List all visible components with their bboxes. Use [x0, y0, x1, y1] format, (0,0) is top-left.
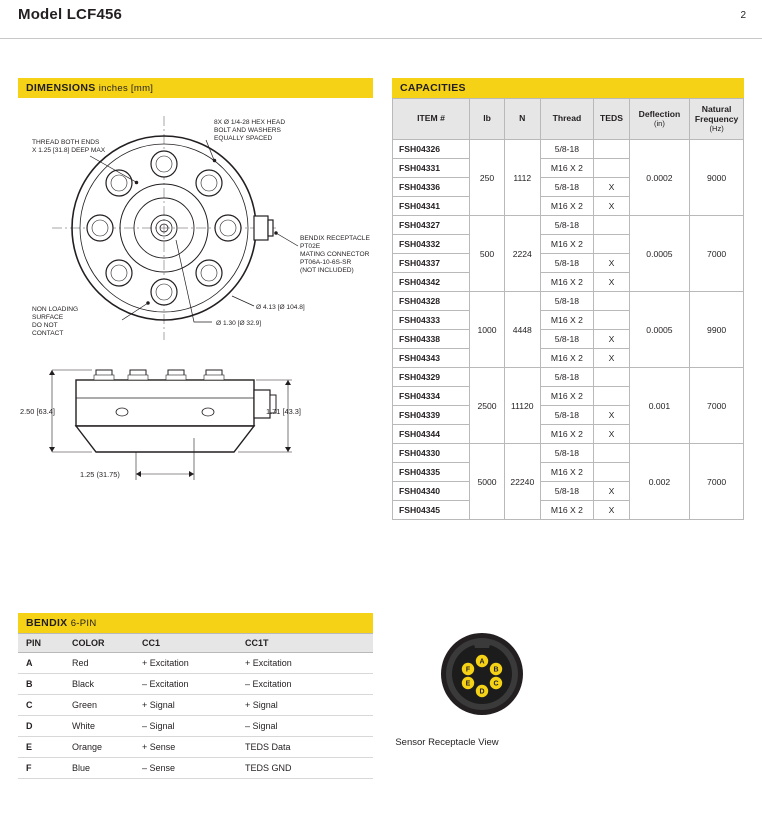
col-lb: lb: [470, 99, 505, 140]
cell-frequency: 7000: [690, 216, 744, 292]
cell-n: 2224: [505, 216, 541, 292]
cell-teds: [594, 140, 629, 159]
cell-item: FSH04335: [393, 463, 470, 482]
cell-item: FSH04337: [393, 254, 470, 273]
cell-pin: B: [18, 674, 64, 695]
cell-lb: 5000: [470, 444, 505, 520]
table-row: [18, 674, 373, 695]
cell-item: FSH04345: [393, 501, 470, 520]
header-divider: [0, 38, 762, 39]
page-title: Model LCF456: [18, 6, 123, 23]
pin-label-d: D: [479, 688, 485, 696]
cell-thread: M16 X 2: [540, 425, 594, 444]
bendix-section-label: BENDIX: [26, 617, 68, 629]
cell-thread: 5/8-18: [540, 140, 594, 159]
cell-teds: [594, 292, 629, 311]
cell-lb: 1000: [470, 292, 505, 368]
label-nonloading-line4: CONTACT: [32, 330, 64, 337]
cell-item: FSH04332: [393, 235, 470, 254]
bendix-section-sublabel: 6-PIN: [70, 618, 97, 629]
cell-cc1t: TEDS Data: [237, 737, 373, 758]
connector-illustration: [427, 628, 537, 724]
label-outer-diameter: Ø 4.13 [Ø 104.8]: [256, 304, 305, 311]
cell-n: 4448: [505, 292, 541, 368]
cell-thread: M16 X 2: [540, 501, 594, 520]
cell-thread: 5/8-18: [540, 444, 594, 463]
label-nonloading-line2: SURFACE: [32, 314, 64, 321]
cell-thread: M16 X 2: [540, 349, 594, 368]
cell-pin: E: [18, 737, 64, 758]
bendix-pinout-table: [18, 633, 373, 779]
cell-teds: X: [594, 425, 629, 444]
cell-item: FSH04327: [393, 216, 470, 235]
cell-frequency: 7000: [690, 368, 744, 444]
cell-deflection: 0.0002: [629, 140, 690, 216]
dimensions-section-label: DIMENSIONS: [26, 82, 96, 94]
table-row: [18, 695, 373, 716]
col-cc1: CC1: [134, 634, 237, 653]
cell-deflection: 0.0005: [629, 292, 690, 368]
cell-item: FSH04336: [393, 178, 470, 197]
col-natural-frequency-label: Natural Frequency: [694, 103, 739, 124]
cell-teds: X: [594, 501, 629, 520]
label-nonloading-line3: DO NOT: [32, 322, 58, 329]
pin-label-a: A: [479, 658, 485, 666]
label-thread-line1: THREAD BOTH ENDS: [32, 139, 100, 146]
pin-label-e: E: [465, 680, 471, 688]
cell-thread: 5/8-18: [540, 482, 594, 501]
cell-n: 1112: [505, 140, 541, 216]
cell-teds: [594, 368, 629, 387]
cell-teds: X: [594, 406, 629, 425]
label-height-left: 2.50 [63.4]: [20, 407, 55, 416]
table-row: [18, 653, 373, 674]
table-row: [18, 737, 373, 758]
cell-cc1: + Signal: [134, 695, 237, 716]
table-row: [393, 292, 744, 311]
cell-cc1: – Excitation: [134, 674, 237, 695]
col-pin: PIN: [18, 634, 64, 653]
cell-pin: D: [18, 716, 64, 737]
dimensions-section-sublabel: inches [mm]: [98, 83, 154, 94]
label-bolts-line1: 8X Ø 1/4-28 HEX HEAD: [214, 119, 286, 126]
cell-item: FSH04329: [393, 368, 470, 387]
label-bendix-line5: (NOT INCLUDED): [300, 267, 354, 274]
col-item: ITEM #: [393, 99, 470, 140]
table-row: [393, 444, 744, 463]
cell-frequency: 9900: [690, 292, 744, 368]
col-deflection-label: Deflection: [638, 108, 681, 119]
label-bendix-line4: PT06A-10-6S-SR: [300, 259, 352, 266]
label-bolts-line2: BOLT AND WASHERS: [214, 127, 281, 134]
cell-cc1t: TEDS GND: [237, 758, 373, 779]
cell-thread: M16 X 2: [540, 311, 594, 330]
cell-item: FSH04344: [393, 425, 470, 444]
cell-teds: X: [594, 482, 629, 501]
col-natural-frequency: [690, 99, 744, 140]
cell-teds: [594, 216, 629, 235]
cell-cc1: + Sense: [134, 737, 237, 758]
table-row: [18, 716, 373, 737]
table-row: [393, 216, 744, 235]
cell-thread: M16 X 2: [540, 387, 594, 406]
table-header-row: [393, 99, 744, 140]
cell-thread: M16 X 2: [540, 235, 594, 254]
bendix-header-row: [18, 634, 373, 653]
cell-thread: M16 X 2: [540, 159, 594, 178]
cell-thread: M16 X 2: [540, 463, 594, 482]
cell-item: FSH04341: [393, 197, 470, 216]
col-n: N: [505, 99, 541, 140]
col-cc1t: CC1T: [237, 634, 373, 653]
cell-thread: 5/8-18: [540, 406, 594, 425]
cell-item: FSH04343: [393, 349, 470, 368]
cell-lb: 500: [470, 216, 505, 292]
cell-cc1: + Excitation: [134, 653, 237, 674]
cell-item: FSH04334: [393, 387, 470, 406]
cell-thread: 5/8-18: [540, 330, 594, 349]
cell-thread: 5/8-18: [540, 292, 594, 311]
cell-color: Green: [64, 695, 134, 716]
cell-item: FSH04342: [393, 273, 470, 292]
cell-thread: 5/8-18: [540, 368, 594, 387]
cell-teds: [594, 444, 629, 463]
label-height-right: 1.71 [43.3]: [266, 407, 301, 416]
cell-thread: 5/8-18: [540, 178, 594, 197]
label-nonloading-line1: NON LOADING: [32, 306, 79, 313]
col-teds: TEDS: [594, 99, 629, 140]
table-row: [393, 368, 744, 387]
cell-teds: X: [594, 273, 629, 292]
cell-deflection: 0.002: [629, 444, 690, 520]
cell-item: FSH04333: [393, 311, 470, 330]
cell-item: FSH04326: [393, 140, 470, 159]
label-bendix-line3: MATING CONNECTOR: [300, 251, 370, 258]
cell-cc1: – Signal: [134, 716, 237, 737]
cell-cc1t: – Signal: [237, 716, 373, 737]
col-thread: Thread: [540, 99, 594, 140]
cell-item: FSH04330: [393, 444, 470, 463]
cell-pin: C: [18, 695, 64, 716]
cell-cc1t: – Excitation: [237, 674, 373, 695]
cell-item: FSH04339: [393, 406, 470, 425]
cell-teds: [594, 159, 629, 178]
pin-label-b: B: [493, 666, 499, 674]
capacities-section-header: [392, 78, 744, 98]
cell-teds: X: [594, 254, 629, 273]
cell-teds: [594, 463, 629, 482]
cell-lb: 2500: [470, 368, 505, 444]
cell-color: Orange: [64, 737, 134, 758]
table-row: [18, 758, 373, 779]
cell-thread: M16 X 2: [540, 197, 594, 216]
col-color: COLOR: [64, 634, 134, 653]
pin-label-f: F: [465, 666, 471, 674]
cell-item: FSH04338: [393, 330, 470, 349]
cell-deflection: 0.001: [629, 368, 690, 444]
cell-teds: [594, 311, 629, 330]
cell-color: Red: [64, 653, 134, 674]
cell-item: FSH04328: [393, 292, 470, 311]
label-inner-diameter: Ø 1.30 [Ø 32.9]: [216, 320, 262, 327]
capacities-table: [392, 98, 744, 520]
cell-color: Blue: [64, 758, 134, 779]
cell-cc1t: + Signal: [237, 695, 373, 716]
cell-pin: A: [18, 653, 64, 674]
page-number: 2: [740, 10, 746, 21]
cell-teds: [594, 387, 629, 406]
cell-teds: X: [594, 330, 629, 349]
label-bendix-line2: PT02E: [300, 243, 321, 250]
cell-teds: X: [594, 178, 629, 197]
cell-cc1: – Sense: [134, 758, 237, 779]
pin-label-c: C: [493, 680, 499, 688]
connector-caption: Sensor Receptacle View: [395, 737, 499, 748]
cell-cc1t: + Excitation: [237, 653, 373, 674]
cell-teds: X: [594, 197, 629, 216]
cell-teds: X: [594, 349, 629, 368]
bendix-section-header: [18, 613, 373, 633]
cell-color: Black: [64, 674, 134, 695]
cell-frequency: 9000: [690, 140, 744, 216]
cell-thread: 5/8-18: [540, 216, 594, 235]
label-bolts-line3: EQUALLY SPACED: [214, 135, 273, 142]
cell-thread: 5/8-18: [540, 254, 594, 273]
cell-teds: [594, 235, 629, 254]
sensor-receptacle-figure: [392, 628, 572, 749]
cell-frequency: 7000: [690, 444, 744, 520]
cell-lb: 250: [470, 140, 505, 216]
cell-thread: M16 X 2: [540, 273, 594, 292]
cell-deflection: 0.0005: [629, 216, 690, 292]
dimensions-drawing: [18, 98, 373, 598]
table-row: [393, 140, 744, 159]
cell-pin: F: [18, 758, 64, 779]
label-bendix-line1: BENDIX RECEPTACLE: [300, 235, 370, 242]
cell-color: White: [64, 716, 134, 737]
cell-item: FSH04331: [393, 159, 470, 178]
label-thread-line2: X 1.25 [31.8] DEEP MAX: [32, 147, 106, 154]
label-width-bottom: 1.25 (31.75): [80, 470, 120, 479]
cell-n: 22240: [505, 444, 541, 520]
col-natural-frequency-unit: (Hz): [709, 123, 724, 133]
col-deflection: [629, 99, 690, 140]
cell-item: FSH04340: [393, 482, 470, 501]
col-deflection-unit: (in): [653, 118, 665, 128]
dimensions-section-header: [18, 78, 373, 98]
capacities-section-label: CAPACITIES: [400, 82, 466, 94]
cell-n: 11120: [505, 368, 541, 444]
